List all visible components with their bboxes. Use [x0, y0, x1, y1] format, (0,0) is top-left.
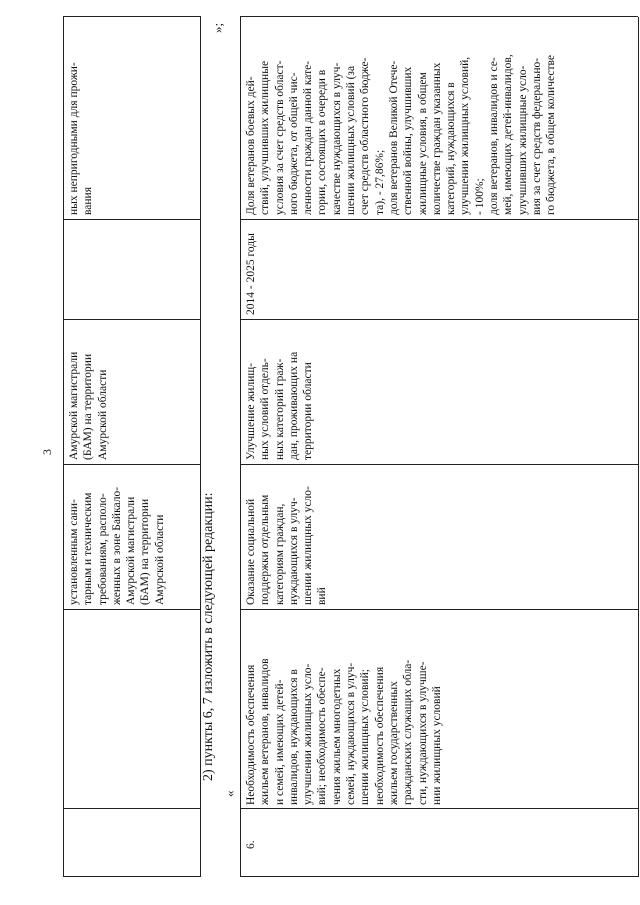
row6-divider: [240, 219, 638, 220]
row6-period: 2014 - 2025 годы: [245, 233, 257, 315]
top-table-border-top: [63, 17, 64, 877]
row6-divider: [240, 464, 638, 465]
row6-problem: Необходимость обеспечения жильем ветеранов, инвалидов и семей, имеющих детей- инвалидов, нуждающихся в улучшении жилищных усло- вий; необходимость обеспе- чения жильем многодетных семей, нуждающихся в улуч- шении жилищных условий; необходимость обеспечения жильем государственных гражданских служащих обла- сти, нуждающихся в улучше- нии жилищных условий: [245, 658, 443, 805]
row6-border-top: [240, 17, 241, 877]
top-table-cell-f: ных непригодными для прожи- вания: [68, 62, 95, 215]
row6-border-bottom: [638, 17, 639, 877]
row6-divider: [240, 876, 638, 877]
top-table-cell-d: Амурской магистрали (БАМ) на территории Амурской области: [68, 351, 109, 460]
row6-divider: [240, 609, 638, 610]
row6-divider: [240, 16, 638, 17]
top-table-divider: [63, 876, 201, 877]
opening-quote-mark: «: [222, 790, 237, 797]
row6-indicators: Доля ветеранов боевых дей- ствий, улучшивших жилищные условия за счет средств област- ного бюджета, от общей чис- ленности граждан данной кате- гории, состоящих в очереди в качестве нуждающихся в улуч- шении жилищных условий (за счет средств областного бюдже- та), - 27,86%; доля ветеранов Великой Отече- ственной войны, улучшивших жилищные условия, в общем количестве граждан указанных категорий, нуждающихся в улучшении жилищных условий, - 100%; доля ветеранов, инвалидов и се- мей, имеющих детей-инвалидов, улучшивших жилищные усло- вия за счет средств федерально- го бюджета, в общем количестве: [245, 54, 558, 215]
top-table-divider: [63, 609, 201, 610]
row6-goal: Улучшение жилищ- ных условий отдель- ных категорий граж- дан, проживающих на территории области: [245, 351, 315, 460]
page-number: 3: [40, 449, 54, 455]
row6-task: Оказание социальной поддержки отдельным категориям граждан, нуждающихся в улуч- шении жилищных усло- вий: [245, 486, 329, 605]
row6-divider: [240, 808, 638, 809]
closing-quote-marks: »;: [210, 22, 225, 33]
top-table-divider: [63, 16, 201, 17]
top-table-divider: [63, 808, 201, 809]
instruction-text: 2) пункты 6, 7 изложить в следующей редакции:: [201, 492, 216, 781]
row6-number: 6.: [245, 840, 257, 849]
top-table-divider: [63, 319, 201, 320]
row6-divider: [240, 319, 638, 320]
top-table-cell-c: установленным сани- тарным и техническим требованиям, располо- женных в зоне Байкало- Амурской магистрали (БАМ) на территории Амурской области: [68, 486, 166, 605]
top-table-divider: [63, 464, 201, 465]
top-table-divider: [63, 219, 201, 220]
